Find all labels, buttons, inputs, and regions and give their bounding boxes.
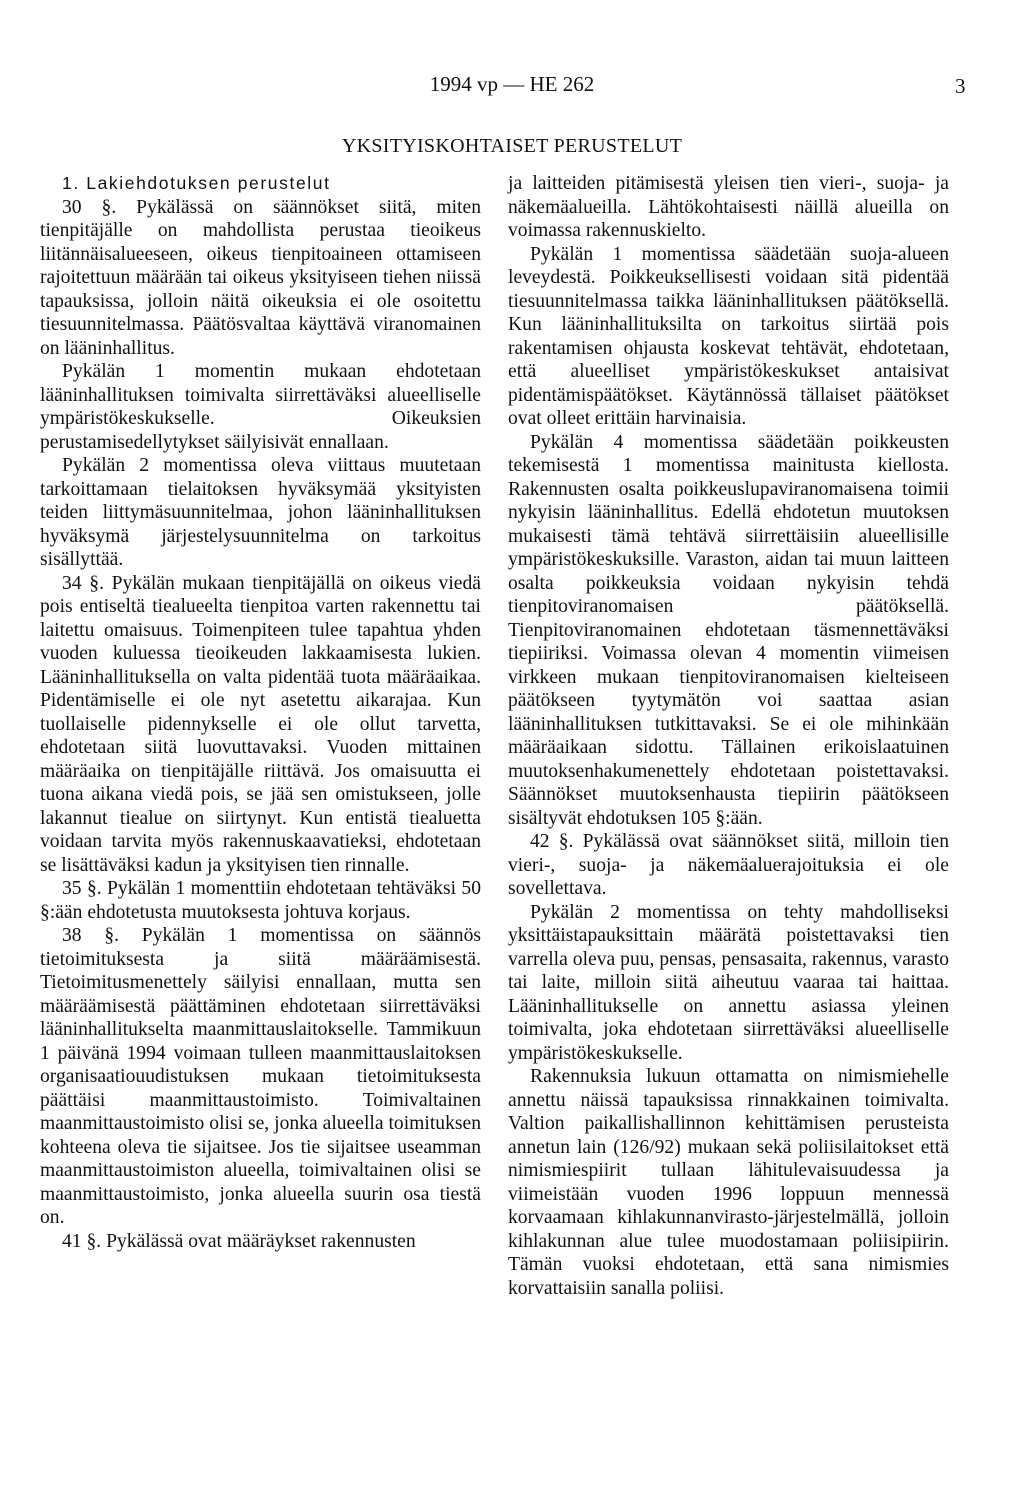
section-title: YKSITYISKOHTAISET PERUSTELUT [341, 135, 683, 157]
paragraph-41-moment-1: Pykälän 1 momentissa säädetään suoja-alueen leveydestä. Poikkeuksellisesti voidaan sitä pidentää tiesuunnitelmassa taikka lääninhallituksen päätöksellä. Kun lääninhallituksilta on tarkoitus siirtää pois rakentamisen ohjausta koskevat tehtävät, ehdotetaan, että alueelliset ympäristökeskukset antaisivat pidentämispäätökset. Käytännössä tällaiset päätökset ovat olleet erittäin harvinaisia. [508, 243, 949, 429]
paragraph-42-police: Rakennuksia lukuun ottamatta on nimismiehelle annettu näissä tapauksissa rinnakkainen toimivalta. Valtion paikallishallinnon kehittämisen perusteista annetun lain (126/92) mukaan sekä poliisilaitokset että nimismiespiirit tullaan lähitulevaisuudessa ja viimeistään vuoden 1996 loppuun mennessä korvaamaan kihlakunnanvirasto-järjestelmällä, jolloin kihlakunnan alue tulee muodostamaan poliisipiirin. Tämän vuoksi ehdotetaan, että sana nimismies korvattaisiin sanalla poliisi. [508, 1066, 949, 1299]
paragraph-34: 34 §. Pykälän mukaan tienpitäjällä on oikeus viedä pois entiseltä tiealueelta tienpitoa varten rakennettu tai laitettu omaisuus. Toimenpiteen tulee tapahtua yhden vuoden kuluessa tieoikeuden lakkaamisesta lukien. Lääninhallituksella on valta pidentää tuota määräaikaa. Pidentämiselle ei ole nyt asetettu aikarajaa. Kun tuollaiselle pidennykselle ei ole ollut tarvetta, ehdotetaan siitä luovuttavaksi. Vuoden mittainen määräaika on tienpitäjälle riittävä. Jos omaisuutta ei tuona aikana viedä pois, se jää sen omistukseen, jolle lakannut tiealue on siirtynyt. Kun entistä tiealuetta voidaan tarvita myös rakennuskaavatieksi, ehdotetaan se lisättäväksi kadun ja yksityisen tien rinnalle. [40, 572, 481, 876]
page-number: 3 [955, 74, 966, 98]
right-column [508, 172, 949, 1300]
running-header: 1994 vp — HE 262 [429, 72, 595, 96]
paragraph-38: 38 §. Pykälän 1 momentissa on säännös tietoimituksesta ja siitä määräämisestä. Tietoimitusmenettely säilyisi ennallaan, mutta sen määräämisestä päättäminen ehdotetaan siirrettäväksi lääninhallitukselta maanmittauslaitokselle. Tammikuun 1 päivänä 1994 voimaan tulleen maanmittauslaitoksen organisaatiouudistuksen mukaan tietoimituksesta päättäisi maanmittaustoimisto. Toimivaltainen maanmittaustoimisto olisi se, jonka alueella toimituksen kohteena oleva tie sijaitsee. Jos tie sijaitsee useamman maanmittaustoimiston alueella, toimivaltainen olisi se maanmittaustoimisto, jonka alueella suurin osa tiestä on. [40, 925, 481, 1228]
paragraph-42: 42 §. Pykälässä ovat säännökset siitä, milloin tien vieri-, suoja- ja näkemäaluerajoituksia ei ole sovellettava. [508, 831, 949, 899]
paragraph-42-moment-2: Pykälän 2 momentissa on tehty mahdolliseksi yksittäistapauksittain määrätä poistettavaksi tien varrella oleva puu, pensas, pensasaita, rakennus, varasto tai laite, milloin siitä aiheutuu vaaraa tai haittaa. Lääninhallitukselle on annettu asiassa yleinen toimivalta, joka ehdotetaan siirrettäväksi alueelliselle ympäristökeskukselle. [508, 901, 949, 1064]
paragraph-30-moment-1: Pykälän 1 momentin mukaan ehdotetaan lääninhallituksen toimivalta siirrettäväksi alueelliselle ympäristökeskukselle. Oikeuksien perustamisedellytykset säilyisivät ennallaan. [40, 361, 481, 453]
paragraph-41-continued: ja laitteiden pitämisestä yleisen tien vieri-, suoja- ja näkemäalueilla. Lähtökohtaisesti näillä alueilla on voimassa rakennuskielto. [508, 173, 949, 241]
paragraph-41-moment-4: Pykälän 4 momentissa säädetään poikkeusten tekemisestä 1 momentissa mainitusta kiellosta. Rakennusten osalta poikkeuslupaviranomaisena toimii nykyisin lääninhallitus. Edellä ehdotetun muutoksen mukaisesti tämä tehtävä siirrettäisiin alueellisille ympäristökeskuksille. Varaston, aidan tai muun laitteen osalta poikkeuksia voidaan nykyisin tehdä tienpitoviranomaisen päätöksellä. Tienpitoviranomainen ehdotetaan täsmennettäväksi tiepiiriksi. Voimassa olevan 4 momentin viimeisen virkkeen mukaan tienpitoviranomaisen kielteiseen päätökseen tyytymätön voi saattaa asian lääninhallituksen tutkittavaksi. Se ei ole mihinkään määräaikaan sidottu. Tällainen erikoislaatuinen muutoksenhakumenettely ehdotetaan poistettavaksi. Säännökset muutoksenhausta tiepiirin päätökseen sisältyvät ehdotuksen 105 §:ään. [508, 431, 949, 829]
left-column [40, 172, 481, 1253]
paragraph-41: 41 §. Pykälässä ovat määräykset rakennusten [62, 1230, 416, 1252]
paragraph-30: 30 §. Pykälässä on säännökset siitä, miten tienpitäjälle on mahdollista perustaa tieoikeus liitännäisalueeseen, oikeus tienpitoaineen ottamiseen rajoitettuun määrään tai oikeus yksityiseen tiehen niissä tapauksissa, jolloin näitä oikeuksia ei ole osoitettu tiesuunnitelmassa. Päätösvaltaa käyttävä viranomainen on lääninhallitus. [40, 196, 481, 359]
paragraph-35: 35 §. Pykälän 1 momenttiin ehdotetaan tehtäväksi 50 §:ään ehdotetusta muutoksesta johtuva korjaus. [40, 878, 481, 923]
subheading: 1. Lakiehdotuksen perustelut [62, 173, 331, 193]
paragraph-30-moment-2: Pykälän 2 momentissa oleva viittaus muutetaan tarkoittamaan tielaitoksen hyväksymää yksityisten teiden liittymäsuunnitelmaa, johon lääninhallituksen hyväksymä järjestelysuunnitelma on tarkoitus sisällyttää. [40, 455, 481, 570]
